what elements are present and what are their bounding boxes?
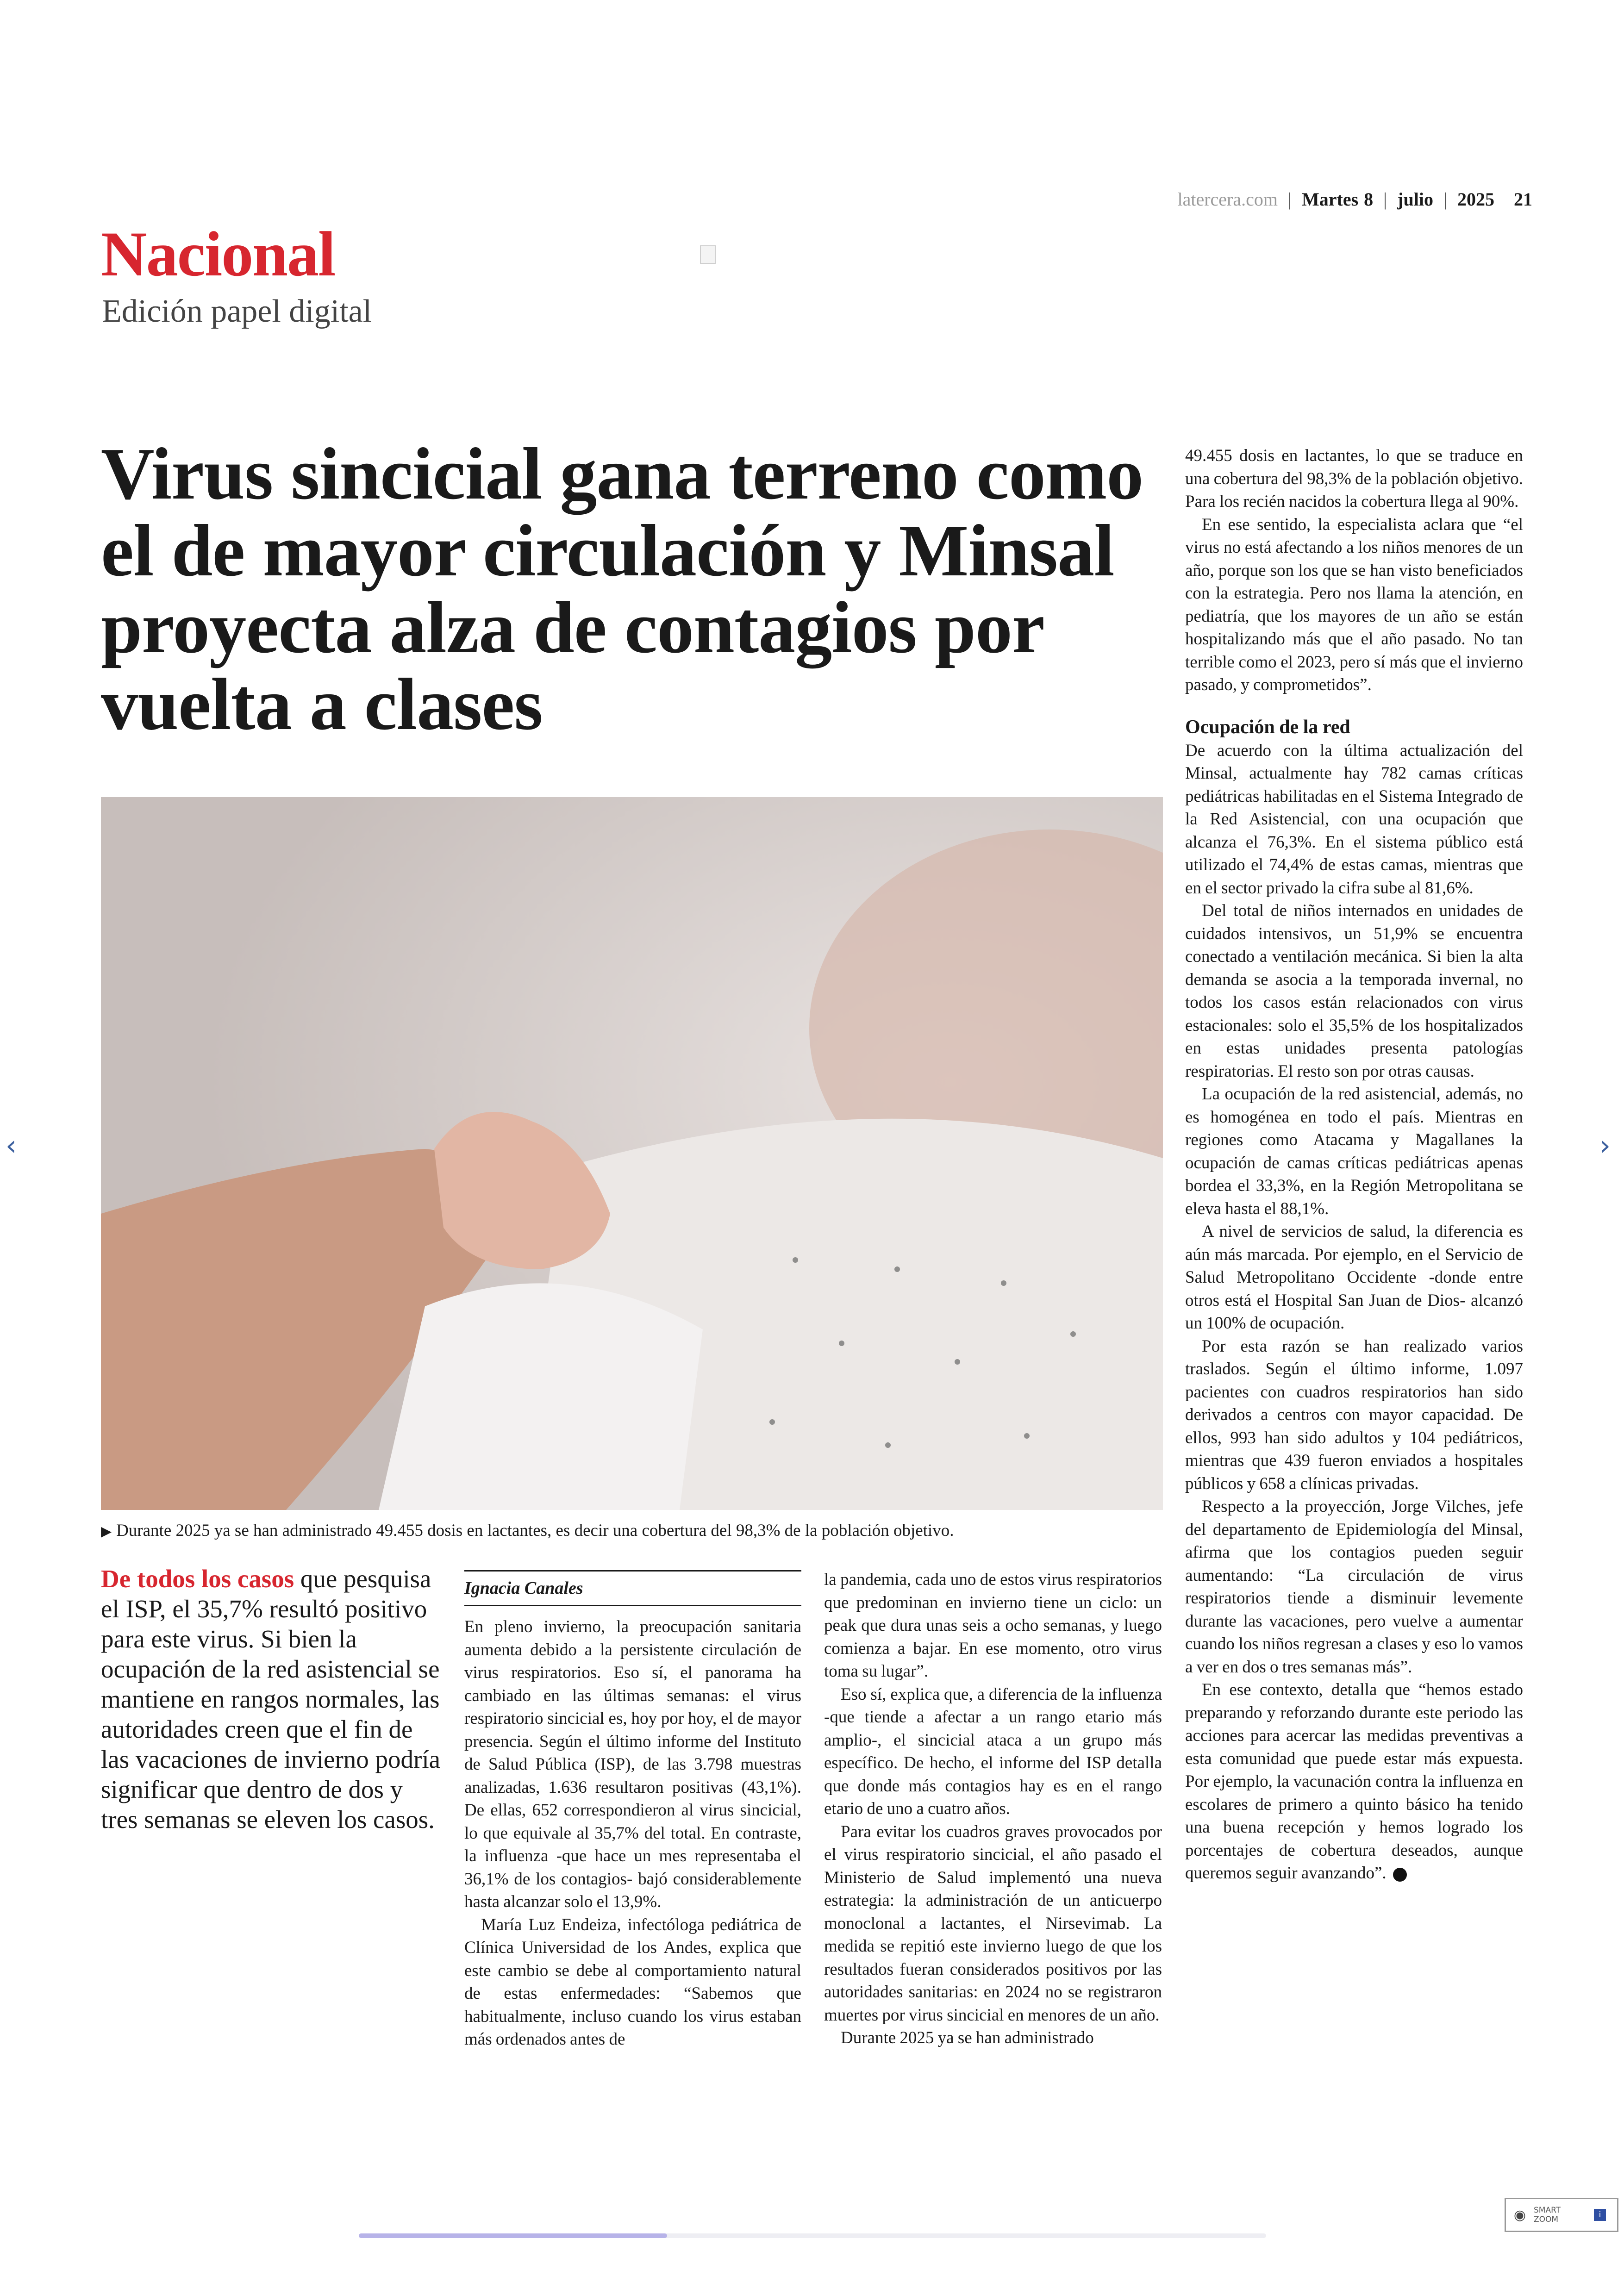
article-paragraph: María Luz Endeiza, infectóloga pediátrica de Clínica Universidad de los Andes, explica que este cambio se debe al comportamiento natural de estas enfermedades: “Sabemos que habitualmente, incluso cuando los virus estaban más ordenados antes de [464,1915,801,2049]
caption-arrow-icon: ▶ [101,1524,112,1539]
smart-zoom-button[interactable] [1505,2198,1618,2232]
article-paragraph: Para evitar los cuadros graves provocados por el virus respiratorio sincicial, el año pasado el Ministerio de Salud implementó una nueva estrategia: la administración de un anticuerpo monoclonal a lactantes, el Nirsevimab. La medida se repitió este invierno luego de que los resultados fueran considerados positivos por las autoridades sanitarias: en 2024 no se registraron muertes por virus sincicial en menores de un año. [824,1822,1162,2025]
article-paragraph: A nivel de servicios de salud, la diferencia es aún más marcada. Por ejemplo, en el Servicio de Salud Metropolitano Occidente -donde entre otros está el Hospital San Juan de Dios- alcanzó un 100% de ocupación. [1185,1222,1523,1333]
article-column-1 [464,1615,801,2051]
article-paragraph: Respecto a la proyección, Jorge Vilches, jefe del departamento de Epidemiología del Minsal, afirma que los contagios pueden seguir aumentando: “La circulación de virus respiratorios tiende a disminuir levemente durante las vacaciones, pero vuelve a aumentar cuando los niños regresan a clases y eso lo vamos a ver en dos o tres semanas más”. [1185,1497,1523,1677]
photo-caption [101,1521,1163,1540]
byline: Ignacia Canales [464,1570,801,1606]
article-paragraph-final [1185,1678,1523,1885]
article-paragraph: Del total de niños internados en unidades de cuidados intensivos, un 51,9% se encuentra conectado a ventilación mecánica. Si bien la alta demanda se asocia a la temporada invernal, no todos los casos están relacionados con virus estacionales: solo el 35,5% de los hospitalizados en estas unidades presenta patologías respiratorias. El resto son por otras causas. [1185,901,1523,1081]
article-paragraph: Por esta razón se han realizado varios traslados. Según el último informe, 1.097 pacientes con cuadros respiratorios han sido derivados a centros con mayor capacidad. De ellos, 993 han sido adultos y 104 pediátricos, mientras que 439 fueron enviados a hospitales públicos y 658 a clínicas privadas. [1185,1336,1523,1493]
next-page-chevron-icon[interactable]: › [1599,1129,1611,1162]
smart-zoom-label: SMART ZOOM [1534,2206,1561,2224]
article-paragraph: Eso sí, explica que, a diferencia de la influenza -que tiende a afectar a un rango etario más amplio-, el sincicial ataca a un grupo más específico. De hecho, el informe del ISP detalla que donde más contagios hay es en el rango etario de uno a cuatro años. [824,1684,1162,1818]
article-paragraph: Durante 2025 ya se han administrado [841,2028,1094,2047]
article-column-3 [1185,444,1523,1885]
article-paragraph: En pleno invierno, la preocupación sanitaria aumenta debido a la persistente circulación de virus respiratorios. Eso sí, el panorama ha cambiado en las últimas semanas: el virus respiratorio sincicial es, hoy por hoy, el de mayor presencia. Según el último informe del Instituto de Salud Pública (ISP), de las 3.798 muestras analizadas, 1.636 resultaron positivas (43,1%). De ellas, 652 correspondieron al virus sincicial, lo que equivale al 35,7% del total. En contraste, la influenza -que hace un mes representaba el 36,1% de los contagios- bajó considerablemente hasta alcanzar solo el 13,9%. [464,1617,801,1911]
page-header [1116,185,1532,213]
page-marker-icon[interactable] [700,245,716,264]
reading-progress-bar[interactable] [359,2233,1266,2238]
header-separator: | [1288,188,1292,210]
header-separator: | [1383,188,1387,210]
header-year: 2025 [1457,188,1494,210]
lead-paragraph [101,1564,441,1834]
page-number: 21 [1514,188,1532,210]
site-name: latercera.com [1177,188,1278,210]
article-paragraph: La ocupación de la red asistencial, además, no es homogénea en todo el país. Mientras en regiones como Atacama y Magallanes la ocupación de camas críticas pediátricas apenas bordea el 33,3%, en la Región Metropolitana se eleva hasta el 88,1%. [1185,1085,1523,1218]
lead-text: que pesquisa el ISP, el 35,7% resultó positivo para este virus. Si bien la ocupación de la red asistencial se mantiene en rangos normales, las autoridades creen que el fin de las vacaciones de invierno podría significar que dentro de dos y tres semanas se eleven los casos. [101,1565,441,1834]
headline: Virus sincicial gana terreno como el de mayor circulación y Minsal proyecta alza de contagios por vuelta a clases [101,432,1143,745]
article-paragraph: 49.455 dosis en lactantes, lo que se traduce en una cobertura del 98,3% de la población objetivo. Para los recién nacidos la cobertura llega al 90%. [1185,446,1523,511]
article-paragraph: la pandemia, cada uno de estos virus respiratorios que predominan en invierno tiene un ciclo: un peak que dura unas seis a ocho semanas, y luego comienza a bajar. En ese momento, otro virus toma su lugar”. [824,1570,1162,1681]
sleeve-shape [379,1283,703,1510]
eye-icon: ◉ [1513,2207,1526,2223]
header-month: julio [1397,188,1433,210]
article-column-2 [824,1568,1162,2050]
info-badge-icon: i [1594,2209,1606,2221]
article-paragraph: En ese sentido, la especialista aclara que “el virus no está afectando a los niños menores de un año, porque son los que se han visto beneficiados con la estrategia. Pero nos llama la atención, en pediatría, que los mayores de un año se están hospitalizando más que el año pasado. No tan terrible como el 2023, pero sí más que el invierno pasado, y comprometidos”. [1185,515,1523,694]
section-subtitle: Edición papel digital [102,293,372,329]
baby-hand-photo-illustration [101,797,1163,1510]
final-paragraph-text: En ese contexto, detalla que “hemos estado preparando y reforzando durante este periodo las acciones para acercar las medidas preventivas a esta comunidad que puede estar más expuesta. Por ejemplo, la vacunación contra la influenza en escolares de primero a quinto básico ha tenido una buena recepción y hemos logrado los porcentajes de cobertura deseados, aunque queremos seguir avanzando”. [1185,1680,1523,1883]
caption-text: Durante 2025 ya se han administrado 49.455 dosis en lactantes, es decir una cobertura del 98,3% de la población objetivo. [116,1521,954,1540]
end-mark-icon [1393,1868,1407,1882]
section-title: Nacional [101,218,335,289]
header-date: 8 [1364,188,1374,210]
article-paragraph: De acuerdo con la última actualización del Minsal, actualmente hay 782 camas críticas pediátricas habilitadas en el Sistema Integrado de la Red Asistencial, con una ocupación que alcanza el 76,3%. En el sistema público está utilizado el 74,4% de estas camas, mientras que en el sector privado la cifra sube al 81,6%. [1185,741,1523,898]
header-separator: | [1443,188,1447,210]
subheading: Ocupación de la red [1185,716,1350,738]
prev-page-chevron-icon[interactable]: ‹ [6,1129,17,1162]
article-photo [101,797,1163,1510]
header-day: Martes [1302,188,1359,210]
lead-highlight: De todos los casos [101,1565,294,1593]
reading-progress-fill [359,2233,667,2238]
